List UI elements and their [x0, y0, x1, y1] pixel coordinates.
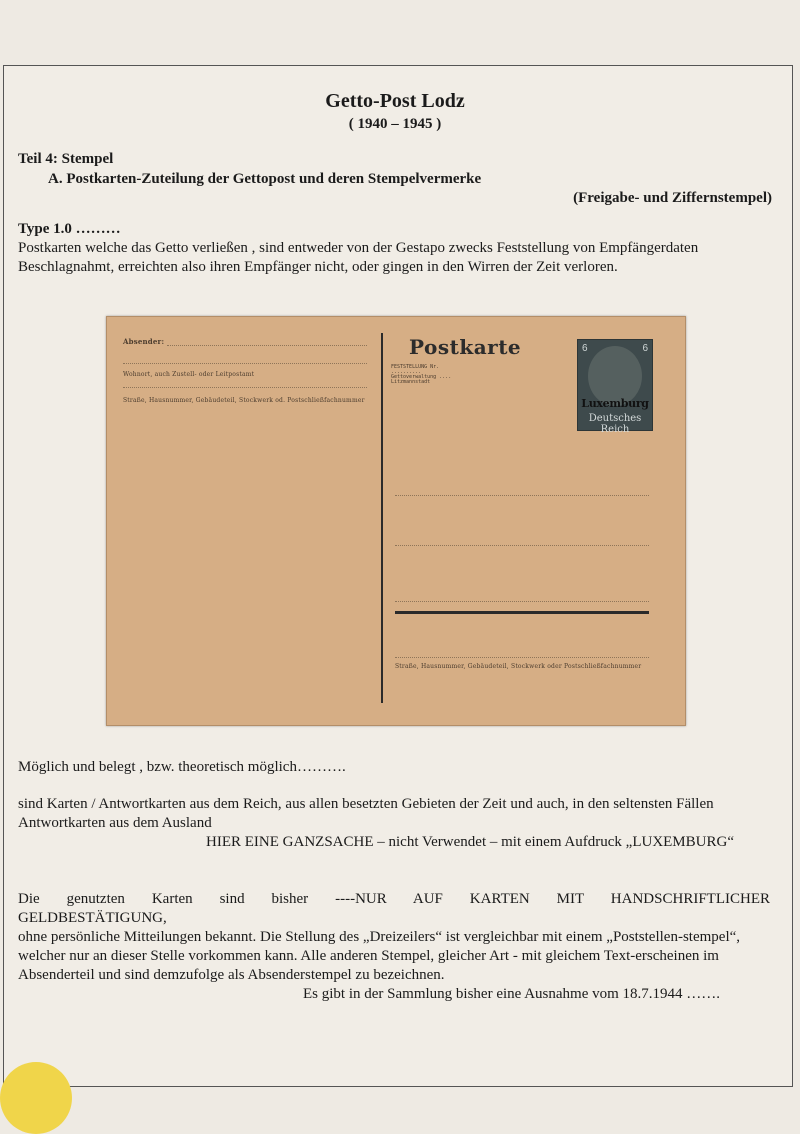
- subsection-note: (Freigabe- und Ziffernstempel): [573, 190, 772, 206]
- intro-paragraph: Postkarten welche das Getto verließen , sind entweder von der Gestapo zwecks Feststellung von Empfängerdaten Beschlagnahmt, erreichten also ihren Empfänger nicht, oder gingen in den Wirren der Zeit verloren.: [18, 240, 699, 275]
- postcard-residence-label: Wohnort, auch Zustell- oder Leitpostamt: [123, 371, 255, 378]
- type-heading: Type 1.0 ………: [18, 221, 121, 237]
- feststellung-stamp: FESTSTELLUNG Nr. .......... Gettoverwaltung .... Litzmannstadt: [391, 364, 452, 385]
- postcard-sender-line: [167, 345, 367, 346]
- address-underline: [395, 611, 649, 614]
- usage-line-2: GELDBESTÄTIGUNG,: [18, 910, 167, 926]
- postcard-address-bottom-label: Straße, Hausnummer, Gebäudeteil, Stockwerk oder Postschließfachnummer: [395, 663, 642, 670]
- postcard-line: [123, 387, 367, 388]
- stamp-value-right: 6: [642, 343, 648, 354]
- postcard-image: [106, 316, 686, 726]
- postcard-divider: [381, 333, 383, 703]
- usage-paragraph: ohne persönliche Mitteilungen bekannt. Die Stellung des „Dreizeilers“ ist vergleichbar mit einem „Poststellen-stempel“, welcher nur an dieser Stelle vorkommen kann. Alle anderen Stempel, gleicher Art - mit gleichem Text-erscheinen im Absenderteil und sind demzufolge als Absenderstempel zu bezeichnen.: [18, 929, 741, 983]
- ganzsache-note: HIER EINE GANZSACHE – nicht Verwendet – mit einem Aufdruck „LUXEMBURG“: [206, 834, 734, 850]
- yellow-marker: [0, 1062, 72, 1134]
- address-line: [395, 601, 649, 602]
- subsection-heading: A. Postkarten-Zuteilung der Gettopost und deren Stempelvermerke: [48, 171, 482, 187]
- postcard-street-label: Straße, Hausnummer, Gebäudeteil, Stockwerk od. Postschließfachnummer: [123, 397, 365, 404]
- possible-heading: Möglich und belegt , bzw. theoretisch möglich……….: [18, 759, 346, 775]
- postcard-title: Postkarte: [409, 335, 522, 359]
- usage-line: Die genutzten Karten sind bisher ----NUR AUF KARTEN MIT HANDSCHRIFTLICHER: [18, 891, 770, 907]
- section-heading: Teil 4: Stempel: [18, 151, 114, 167]
- cards-paragraph: sind Karten / Antwortkarten aus dem Reich, aus allen besetzten Gebieten der Zeit und auch, in den seltensten Fällen Antwortkarten aus dem Ausland: [18, 796, 714, 831]
- page-years: ( 1940 – 1945 ): [348, 116, 442, 132]
- exception-note: Es gibt in der Sammlung bisher eine Ausnahme vom 18.7.1944 …….: [303, 986, 721, 1002]
- postcard-sender-label: Absender:: [123, 337, 165, 346]
- address-line: [395, 657, 649, 658]
- page-title: Getto-Post Lodz: [325, 90, 465, 112]
- stamp-country: Deutsches Reich: [588, 413, 642, 435]
- address-line: [395, 545, 649, 546]
- postcard-line: [123, 363, 367, 364]
- address-line: [395, 495, 649, 496]
- stamp-overprint: Luxemburg: [581, 397, 649, 410]
- stamp-value-left: 6: [582, 343, 588, 354]
- postage-stamp: [577, 339, 653, 435]
